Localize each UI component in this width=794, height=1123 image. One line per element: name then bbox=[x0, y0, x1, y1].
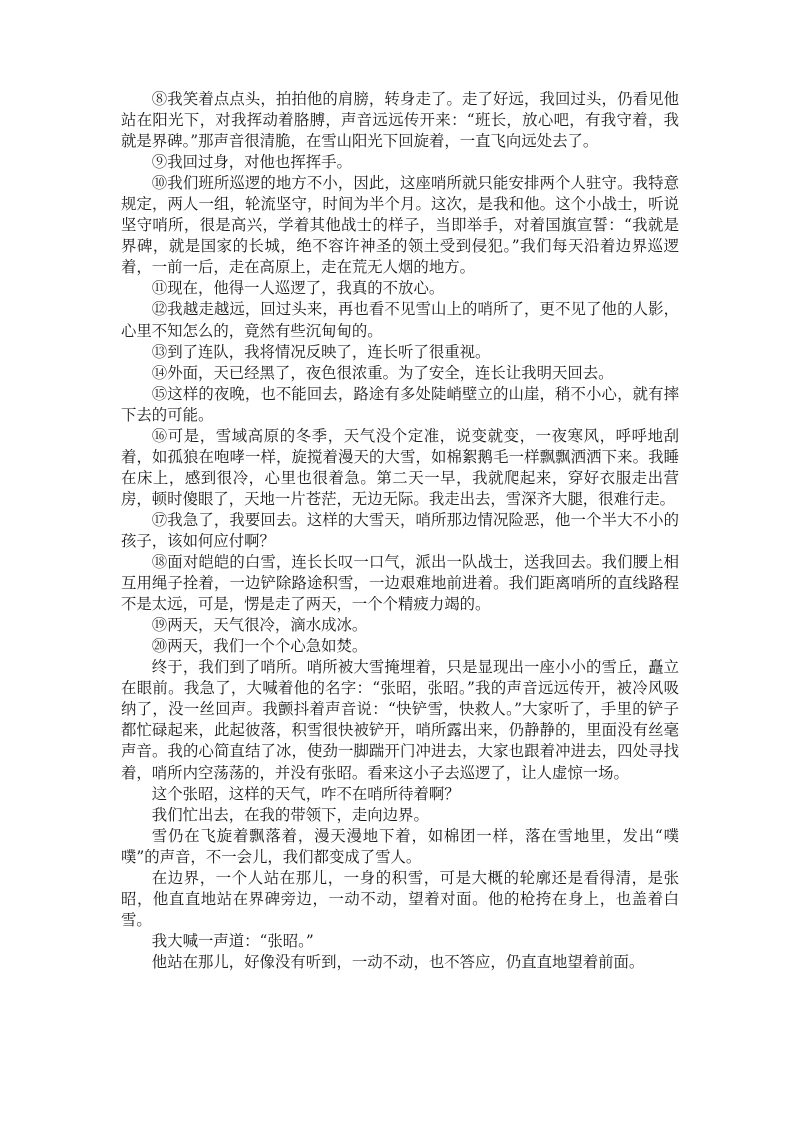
paragraph-14: ⑭外面，天已经黑了，夜色很浓重。为了安全，连长让我明天回去。 bbox=[151, 363, 614, 382]
paragraph-20: ⑳两天，我们一个个心急如焚。 bbox=[151, 637, 368, 656]
paragraph-26: 我大喊一声道：“张昭。” bbox=[151, 931, 314, 950]
paragraph-12: ⑫我越走越远，回过头来，再也看不见雪山上的哨所了，更不见了他的人影，心里不知怎么的，竟然有些沉甸甸的。 bbox=[121, 300, 679, 340]
paragraph-18: ⑱面对皑皑的白雪，连长长叹一口气，派出一队战士，送我回去。我们腰上相互用绳子拴着，一边铲除路途积雪，一边艰难地前进着。我们距离哨所的直线路程不是太远，可是，愣是走了两天，一个个精疲力竭的。 bbox=[121, 553, 679, 614]
paragraph-10: ⑩我们班所巡逻的地方不小，因此，这座哨所就只能安排两个人驻守。我特意规定，两人一组，轮流坚守，时间为半个月。这次，是我和他。这个小战士，听说坚守哨所，很是高兴，学着其他战士的样子，当即举手，对着国旗宣誓：“我就是界碑，就是国家的长城，绝不容许神圣的领土受到侵犯。”我们每天沿着边界巡逻着，一前一后，走在高原上，走在荒无人烟的地方。 bbox=[121, 174, 679, 277]
paragraph-19: ⑲两天，天气很冷，滴水成冰。 bbox=[151, 616, 368, 635]
paragraph-21: 终于，我们到了哨所。哨所被大雪掩埋着，只是显现出一座小小的雪丘，矗立在眼前。我急了，大喊着他的名字：“张昭，张昭。”我的声音远远传开，被冷风吸纳了，没一丝回声。我颤抖着声音说：“快铲雪，快救人。”大家听了，手里的铲子都忙碌起来，此起彼落，积雪很快被铲开，哨所露出来，仍静静的，里面没有丝毫声音。我的心简直结了冰，使劲一脚踹开门冲进去，大家也跟着冲进去，四处寻找着，哨所内空荡荡的，并没有张昭。看来这小子去巡逻了，让人虚惊一场。 bbox=[121, 658, 679, 782]
paragraph-23: 我们忙出去，在我的带领下，走向边界。 bbox=[151, 805, 429, 824]
paragraph-17: ⑰我急了，我要回去。这样的大雪天，哨所那边情况险恶，他一个半大不小的孩子，该如何应付啊？ bbox=[121, 510, 679, 550]
paragraph-8: ⑧我笑着点点头，拍拍他的肩膀，转身走了。走了好远，我回过头，仍看见他站在阳光下，对我挥动着胳膊，声音远远传开来：“班长，放心吧，有我守着，我就是界碑。”那声音很清脆，在雪山阳光下回旋着，一直飞向远处去了。 bbox=[121, 90, 679, 151]
paragraph-13: ⑬到了连队，我将情况反映了，连长听了很重视。 bbox=[151, 342, 491, 361]
document-page bbox=[121, 89, 679, 973]
paragraph-15: ⑮这样的夜晚，也不能回去，路途有多处陡峭壁立的山崖，稍不小心，就有摔下去的可能。 bbox=[121, 384, 679, 424]
paragraph-16: ⑯可是，雪域高原的冬季，天气没个定准，说变就变，一夜寒风，呼呼地刮着，如孤狼在咆哮一样，旋搅着漫天的大雪，如棉絮鹅毛一样飘飘洒洒下来。我睡在床上，感到很冷，心里也很着急。第二天一早，我就爬起来，穿好衣服走出营房，顿时傻眼了，天地一片苍茫，无边无际。我走出去，雪深齐大腿，很难行走。 bbox=[121, 426, 679, 508]
paragraph-22: 这个张昭，这样的天气，咋不在哨所待着啊？ bbox=[151, 784, 460, 803]
paragraph-27: 他站在那儿，好像没有听到，一动不动，也不答应，仍直直地望着前面。 bbox=[151, 952, 645, 971]
paragraph-11: ⑪现在，他得一人巡逻了，我真的不放心。 bbox=[151, 279, 445, 298]
paragraph-24: 雪仍在飞旋着飘落着，漫天漫地下着，如棉团一样，落在雪地里，发出“噗噗”的声音，不一会儿，我们都变成了雪人。 bbox=[121, 826, 679, 866]
paragraph-25: 在边界，一个人站在那儿，一身的积雪，可是大概的轮廓还是看得清，是张昭，他直直地站在界碑旁边，一动不动，望着对面。他的枪挎在身上，也盖着白雪。 bbox=[121, 868, 679, 929]
paragraph-9: ⑨我回过身，对他也挥挥手。 bbox=[151, 153, 352, 172]
